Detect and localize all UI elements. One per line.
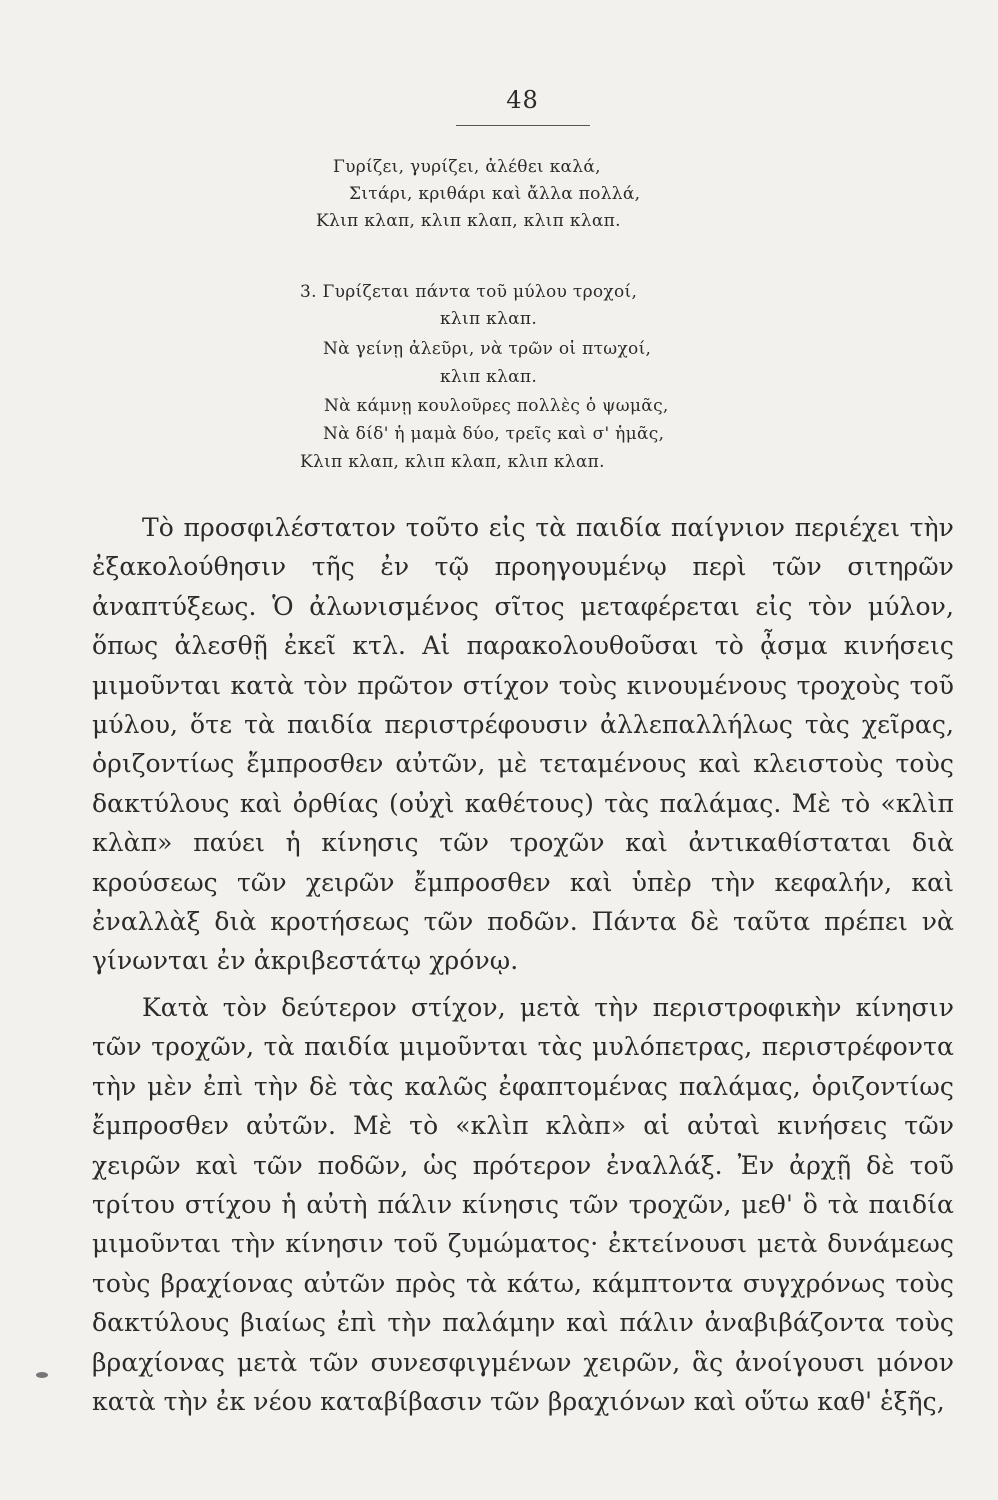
paragraph: Τὸ προσφιλέστατον τοῦτο εἰς τὰ παιδία παίγνιον περιέχει τὴν ἐξακολούθησιν τῆς ἐν τῷ προηγουμένῳ περὶ τῶν σιτηρῶν ἀναπτύξεως. Ὁ ἀλωνισμένος σῖτος μεταφέρεται εἰς τὸν μύλον, ὅπως ἀλεσθῇ ἐκεῖ κτλ. Αἱ παρακολουθοῦσαι τὸ ᾆσμα κινήσεις μιμοῦνται κατὰ τὸν πρῶτον στίχον τοὺς κινουμένους τροχοὺς τοῦ μύλου, ὅτε τὰ παιδία περιστρέφουσιν ἀλλεπαλλήλως τὰς χεῖρας, ὁριζοντίως ἔμπροσθεν αὐτῶν, μὲ τεταμένους καὶ κλειστοὺς τοὺς δακτύλους καὶ ὀρθίας (οὐχὶ καθέτους) τὰς παλάμας. Μὲ τὸ «κλὶπ κλὰπ» παύει ἡ κίνησις τῶν τροχῶν καὶ ἀντικαθίσταται διὰ κρούσεως τῶν χειρῶν ἔμπροσθεν καὶ ὑπὲρ τὴν κεφαλήν, καὶ ἐναλλὰξ διὰ κροτήσεως τῶν ποδῶν. Πάντα δὲ ταῦτα πρέπει νὰ γίνωνται ἐν ἀκριβεστάτῳ χρόνῳ. bbox=[92, 513, 954, 976]
verse-line: Νὰ γείνῃ ἀλεῦρι, νὰ τρῶν οἱ πτωχοί, bbox=[323, 339, 652, 359]
page-number: 48 bbox=[506, 86, 539, 114]
verse-line: κλιπ κλαπ. bbox=[440, 309, 538, 329]
verse-line: 3. Γυρίζεται πάντα τοῦ μύλου τροχοί, bbox=[300, 282, 638, 302]
verse-line: Σιτάρι, κριθάρι καὶ ἄλλα πολλά, bbox=[349, 184, 641, 204]
header-rule bbox=[456, 125, 590, 126]
ink-speck bbox=[36, 1372, 48, 1378]
verse-line: Κλιπ κλαπ, κλιπ κλαπ, κλιπ κλαπ. bbox=[316, 211, 621, 231]
verse-line: Γυρίζει, γυρίζει, ἀλέθει καλά, bbox=[333, 157, 601, 177]
verse-line: Κλιπ κλαπ, κλιπ κλαπ, κλιπ κλαπ. bbox=[300, 452, 605, 472]
paragraph: Κατὰ τὸν δεύτερον στίχον, μετὰ τὴν περιστροφικὴν κίνησιν τῶν τροχῶν, τὰ παιδία μιμοῦνται τὰς μυλόπετρας, περιστρέφοντα τὴν μὲν ἐπὶ τὴν δὲ τὰς καλῶς ἐφαπτομένας παλάμας, ὁριζοντίως ἔμπροσθεν αὐτῶν. Μὲ τὸ «κλὶπ κλὰπ» αἱ αὐταὶ κινήσεις τῶν χειρῶν καὶ τῶν ποδῶν, ὡς πρότερον ἐναλλάξ. Ἐν ἀρχῇ δὲ τοῦ τρίτου στίχου ἡ αὐτὴ πάλιν κίνησις τῶν τροχῶν, μεθ' ὃ τὰ παιδία μιμοῦνται τὴν κίνησιν τοῦ ζυμώματος· ἐκτείνουσι μετὰ δυνάμεως τοὺς βραχίονας αὐτῶν πρὸς τὰ κάτω, κάμπτοντα συγχρόνως τοὺς δακτύλους βιαίως ἐπὶ τὴν παλάμην καὶ πάλιν ἀναβιβάζοντα τοὺς βραχίονας μετὰ τῶν συνεσφιγμένων χειρῶν, ἃς ἀνοίγουσι μόνον κατὰ τὴν ἐκ νέου καταβίβασιν τῶν βραχιόνων καὶ οὕτω καθ' ἑξῆς, bbox=[92, 992, 954, 1416]
body-text bbox=[92, 508, 954, 1421]
verse-line: Νὰ δίδ' ἡ μαμὰ δύο, τρεῖς καὶ σ' ἡμᾶς, bbox=[323, 424, 665, 444]
verse-line: κλιπ κλαπ. bbox=[440, 367, 538, 387]
verse-line: Νὰ κάμνῃ κουλοῦρες πολλὲς ὁ ψωμᾶς, bbox=[324, 396, 669, 416]
